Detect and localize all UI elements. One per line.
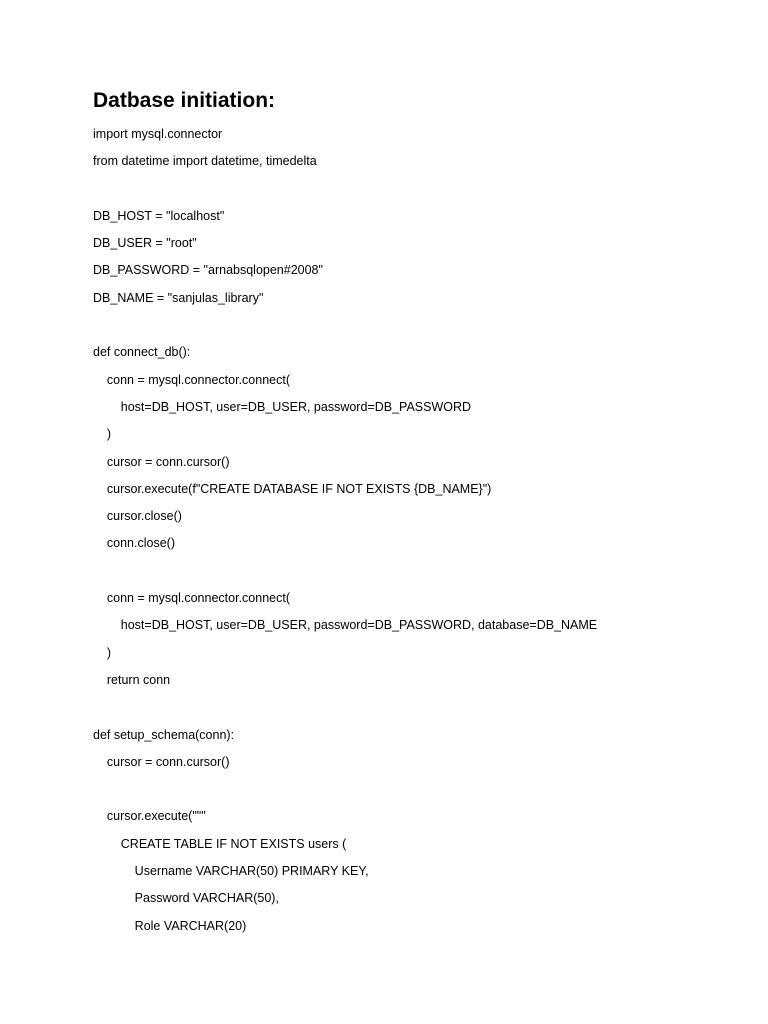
blank-line: [93, 779, 733, 806]
code-line: Username VARCHAR(50) PRIMARY KEY,: [93, 864, 369, 879]
code-line: host=DB_HOST, user=DB_USER, password=DB_PASSWORD, database=DB_NAME: [93, 618, 598, 633]
code-line: Password VARCHAR(50),: [93, 891, 279, 906]
code-line: import mysql.connector: [93, 127, 223, 141]
code-line: host=DB_HOST, user=DB_USER, password=DB_PASSWORD: [93, 399, 472, 414]
code-line: cursor = conn.cursor(): [93, 754, 230, 769]
code-line: cursor = conn.cursor(): [93, 454, 230, 469]
code-line: conn = mysql.connector.connect(: [93, 591, 290, 606]
code-block: [93, 124, 733, 943]
code-line: Role VARCHAR(20): [93, 918, 247, 933]
blank-line: [93, 561, 733, 588]
code-line: from datetime import datetime, timedelta: [93, 154, 317, 169]
code-line: cursor.close(): [93, 509, 182, 524]
code-line: conn = mysql.connector.connect(: [93, 372, 290, 387]
code-line: ): [93, 645, 112, 660]
code-line: def connect_db():: [93, 345, 191, 360]
code-line: DB_NAME = "sanjulas_library": [93, 290, 264, 305]
blank-line: [93, 315, 733, 342]
code-line: DB_PASSWORD = "arnabsqlopen#2008": [93, 263, 323, 278]
blank-line: [93, 179, 733, 206]
code-line: cursor.execute(f"CREATE DATABASE IF NOT EXISTS {DB_NAME}"): [93, 481, 492, 496]
code-line: return conn: [93, 672, 171, 687]
code-line: DB_HOST = "localhost": [93, 208, 225, 223]
blank-line: [93, 697, 733, 724]
code-line: DB_USER = "root": [93, 236, 197, 251]
code-line: def setup_schema(conn):: [93, 727, 235, 742]
code-line: ): [93, 427, 112, 442]
code-line: cursor.execute(""": [93, 809, 206, 824]
code-line: conn.close(): [93, 536, 175, 551]
code-line: CREATE TABLE IF NOT EXISTS users (: [93, 836, 347, 851]
document-title: Datbase initiation:: [93, 89, 276, 112]
